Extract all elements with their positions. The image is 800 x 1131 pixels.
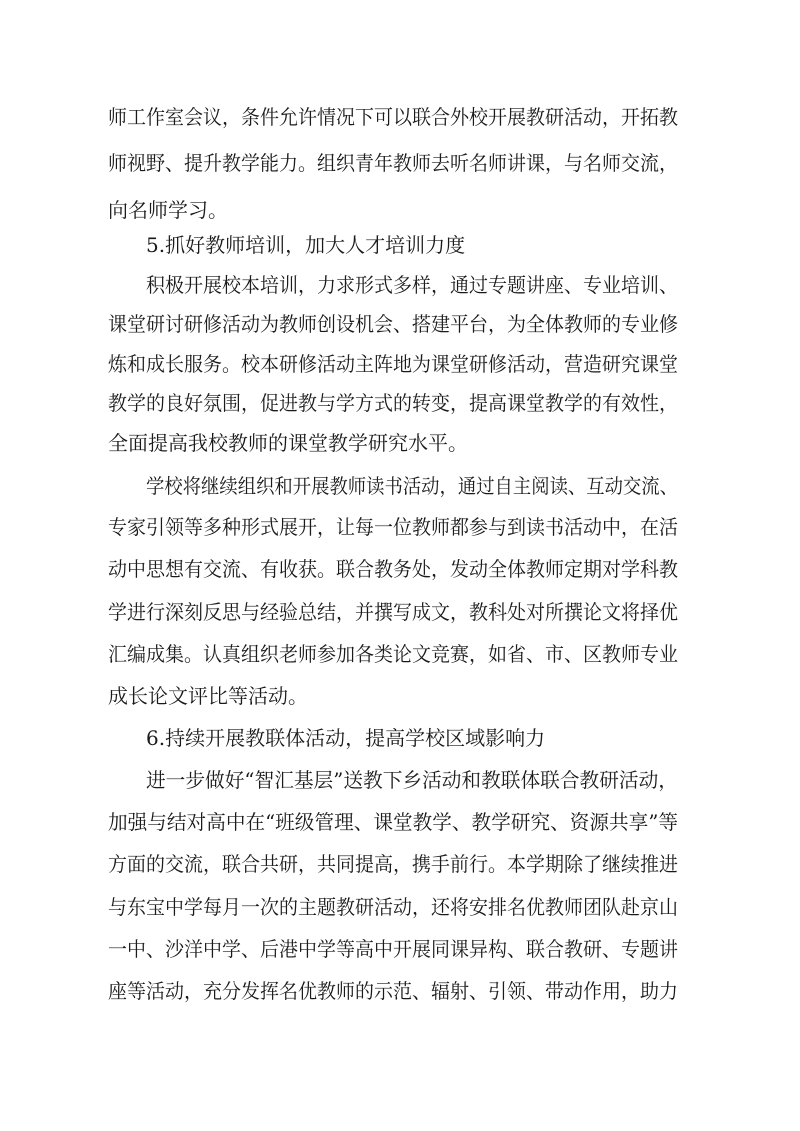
paragraph-line bbox=[0, 423, 800, 463]
line-text: 成长论文评比等活动。 bbox=[108, 684, 308, 708]
heading-text: 6.持续开展教联体活动，提高学校区域影响力 bbox=[146, 726, 546, 750]
line-text: 汇编成集。认真组织老师参加各类论文竞赛，如省、市、区教师专业 bbox=[108, 642, 678, 666]
line-text: 专家引领等多种形式展开，让每一位教师都参与到读书活动中，在活 bbox=[108, 515, 678, 539]
section-heading bbox=[0, 718, 800, 758]
line-text: 学进行深刻反思与经验总结，并撰写成文，教科处对所撰论文将择优 bbox=[108, 600, 678, 624]
paragraph-line bbox=[0, 549, 800, 589]
line-text: 加强与结对高中在“班级管理、课堂教学、教学研究、资源共享”等 bbox=[108, 810, 678, 834]
line-text: 积极开展校本培训，力求形式多样，通过专题讲座、专业培训、 bbox=[146, 273, 678, 297]
paragraph-line bbox=[0, 344, 800, 384]
paragraph-line bbox=[0, 844, 800, 884]
section-heading bbox=[0, 225, 800, 265]
line-text: 方面的交流，联合共研，共同提高，携手前行。本学期除了继续推进 bbox=[108, 852, 678, 876]
line-text: 炼和成长服务。校本研修活动主阵地为课堂研修活动，营造研究课堂 bbox=[108, 352, 678, 376]
paragraph-line bbox=[0, 676, 800, 716]
line-text: 课堂研讨研修活动为教师创设机会、搭建平台，为全体教师的专业修 bbox=[108, 312, 678, 336]
paragraph-line bbox=[0, 466, 800, 506]
line-text: 动中思想有交流、有收获。联合教务处，发动全体教师定期对学科教 bbox=[108, 557, 678, 581]
line-text: 全面提高我校教师的课堂教学研究水平。 bbox=[108, 431, 468, 455]
heading-text: 5.抓好教师培训，加大人才培训力度 bbox=[146, 233, 466, 257]
paragraph-line bbox=[0, 143, 800, 183]
line-text: 进一步做好“智汇基层”送教下乡活动和教联体联合教研活动， bbox=[146, 768, 678, 792]
line-text: 师视野、提升教学能力。组织青年教师去听名师讲课，与名师交流， bbox=[108, 151, 678, 175]
line-text: 与东宝中学每月一次的主题教研活动，还将安排名优教师团队赴京山 bbox=[108, 895, 678, 919]
line-text: 学校将继续组织和开展教师读书活动，通过自主阅读、互动交流、 bbox=[146, 474, 678, 498]
line-text: 向名师学习。 bbox=[108, 198, 228, 222]
paragraph-line bbox=[0, 971, 800, 1011]
paragraph-line bbox=[0, 304, 800, 344]
paragraph-line bbox=[0, 592, 800, 632]
paragraph-line bbox=[0, 929, 800, 969]
paragraph-line bbox=[0, 802, 800, 842]
paragraph-line bbox=[0, 760, 800, 800]
line-text: 师工作室会议，条件允许情况下可以联合外校开展教研活动，开拓教 bbox=[108, 105, 678, 129]
paragraph-line bbox=[0, 887, 800, 927]
paragraph-line bbox=[0, 507, 800, 547]
line-text: 一中、沙洋中学、后港中学等高中开展同课异构、联合教研、专题讲 bbox=[108, 937, 678, 961]
paragraph-line bbox=[0, 383, 800, 423]
paragraph-line bbox=[0, 97, 800, 137]
line-text: 座等活动，充分发挥名优教师的示范、辐射、引领、带动作用，助力 bbox=[108, 979, 678, 1003]
paragraph-line bbox=[0, 190, 800, 230]
paragraph-line bbox=[0, 265, 800, 305]
paragraph-line bbox=[0, 634, 800, 674]
line-text: 教学的良好氛围，促进教与学方式的转变，提高课堂教学的有效性， bbox=[108, 391, 678, 415]
